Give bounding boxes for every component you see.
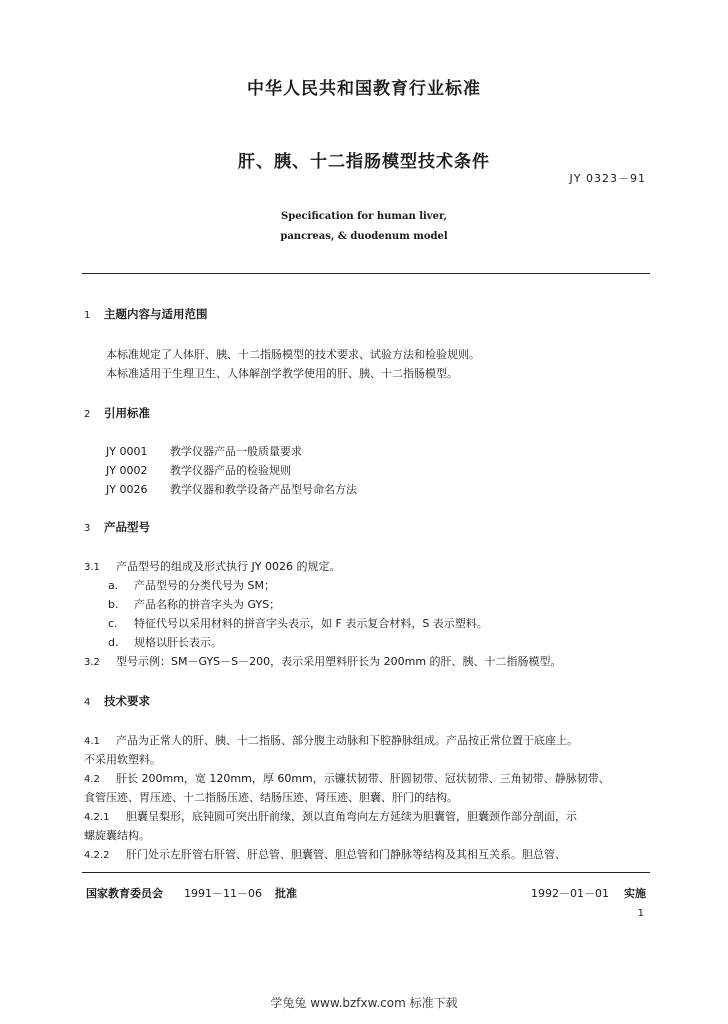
reference-row	[106, 481, 357, 497]
reference-title: 教学仪器产品的检验规则	[170, 464, 291, 477]
section-title: 引用标准	[104, 406, 150, 420]
section-4-heading	[84, 693, 150, 709]
section-number: 1	[84, 310, 91, 321]
implementation-date: 1992－01－01	[531, 887, 609, 900]
approval-label: 批准	[275, 887, 297, 900]
clause-number: 4.1	[84, 736, 100, 747]
clause-4-2	[84, 770, 610, 786]
section-title: 技术要求	[104, 694, 150, 708]
header-rule	[82, 273, 650, 274]
list-label: a.	[108, 579, 119, 592]
section-1-heading	[84, 306, 208, 322]
clause-4-2-2	[84, 846, 566, 862]
approval-date: 1991－11－06	[184, 887, 262, 900]
paragraph: 本标准规定了人体肝、胰、十二指肠模型的技术要求、试验方法和检验规则。	[106, 348, 480, 361]
issuer: 国家教育委员会	[86, 887, 163, 900]
clause-number: 3.2	[84, 657, 100, 668]
paragraph: 本标准适用于生理卫生、人体解剖学教学使用的肝、胰、十二指肠模型。	[106, 367, 458, 380]
section-number: 4	[84, 697, 91, 708]
clause-continuation: 食管压迹、胃压迹、十二指肠压迹、结肠压迹、肾压迹、胆囊、肝门的结构。	[84, 791, 458, 804]
list-item	[108, 577, 275, 593]
implementation-label: 实施	[624, 887, 646, 900]
english-title-line1: Specification for human liver,	[280, 211, 447, 222]
list-text: 产品型号的分类代号为 SM；	[134, 579, 275, 592]
clause-text: 产品为正常人的肝、胰、十二指肠、部分腹主动脉和下腔静脉组成。产品按正常位置于底座上。	[116, 734, 578, 747]
section-3-heading	[84, 519, 150, 535]
clause-text: 胆囊呈梨形，底钝圆可突出肝前缘，颈以直角弯向左方延续为胆囊管，胆囊颈作部分剖面，示	[126, 810, 577, 823]
reference-code: JY 0001	[106, 445, 148, 458]
clause-text: 肝门处示左肝管右肝管、肝总管、胆囊管、胆总管和门静脉等结构及其相互关系。胆总管、	[126, 848, 566, 861]
clause-text: 产品型号的组成及形式执行 JY 0026 的规定。	[116, 560, 341, 573]
list-item	[108, 615, 488, 631]
reference-row	[106, 462, 291, 478]
list-item	[108, 634, 222, 650]
list-text: 产品名称的拼音字头为 GYS；	[134, 598, 281, 611]
clause-number: 3.1	[84, 562, 100, 573]
reference-title: 教学仪器产品一般质量要求	[170, 445, 302, 458]
standard-code: JY 0323－91	[569, 172, 646, 185]
implementation-line	[531, 885, 646, 901]
section-title: 主题内容与适用范围	[104, 307, 208, 321]
english-title-line2: pancreas, & duodenum model	[280, 231, 448, 242]
section-number: 3	[84, 523, 91, 534]
list-label: d.	[108, 636, 119, 649]
list-text: 特征代号以采用材料的拼音字头表示，如 F 表示复合材料，S 表示塑料。	[134, 617, 488, 630]
section-2-heading	[84, 405, 150, 421]
clause-4-1	[84, 732, 578, 748]
section-number: 2	[84, 409, 91, 420]
section-title: 产品型号	[104, 520, 150, 534]
clause-number: 4.2	[84, 774, 100, 785]
clause-3-1	[84, 558, 340, 574]
clause-continuation: 螺旋囊结构。	[84, 829, 150, 842]
clause-number: 4.2.1	[84, 812, 110, 823]
clause-4-2-1	[84, 808, 577, 824]
list-item	[108, 596, 280, 612]
issuing-org-title: 中华人民共和国教育行业标准	[247, 79, 481, 99]
reference-title: 教学仪器和教学设备产品型号命名方法	[170, 483, 357, 496]
clause-text: 型号示例：SM－GYS－S－200，表示采用塑料肝长为 200mm 的肝、胰、十二指肠模型。	[116, 655, 562, 668]
approval-line	[86, 885, 297, 901]
standard-title: 肝、胰、十二指肠模型技术条件	[238, 152, 490, 172]
clause-number: 4.2.2	[84, 850, 110, 861]
page-number: 1	[637, 908, 644, 919]
clause-continuation: 不采用软塑料。	[84, 753, 161, 766]
list-label: c.	[108, 617, 118, 630]
footer-rule	[82, 872, 650, 873]
download-watermark[interactable]: 学兔兔 www.bzfxw.com 标准下载	[270, 996, 458, 1010]
list-label: b.	[108, 598, 119, 611]
clause-text: 肝长 200mm，宽 120mm，厚 60mm，示镰状韧带、肝圆韧带、冠状韧带、三角韧带、静脉韧带、	[116, 772, 610, 785]
reference-row	[106, 443, 302, 459]
list-text: 规格以肝长表示。	[134, 636, 222, 649]
reference-code: JY 0002	[106, 464, 148, 477]
reference-code: JY 0026	[106, 483, 148, 496]
clause-3-2	[84, 653, 562, 669]
